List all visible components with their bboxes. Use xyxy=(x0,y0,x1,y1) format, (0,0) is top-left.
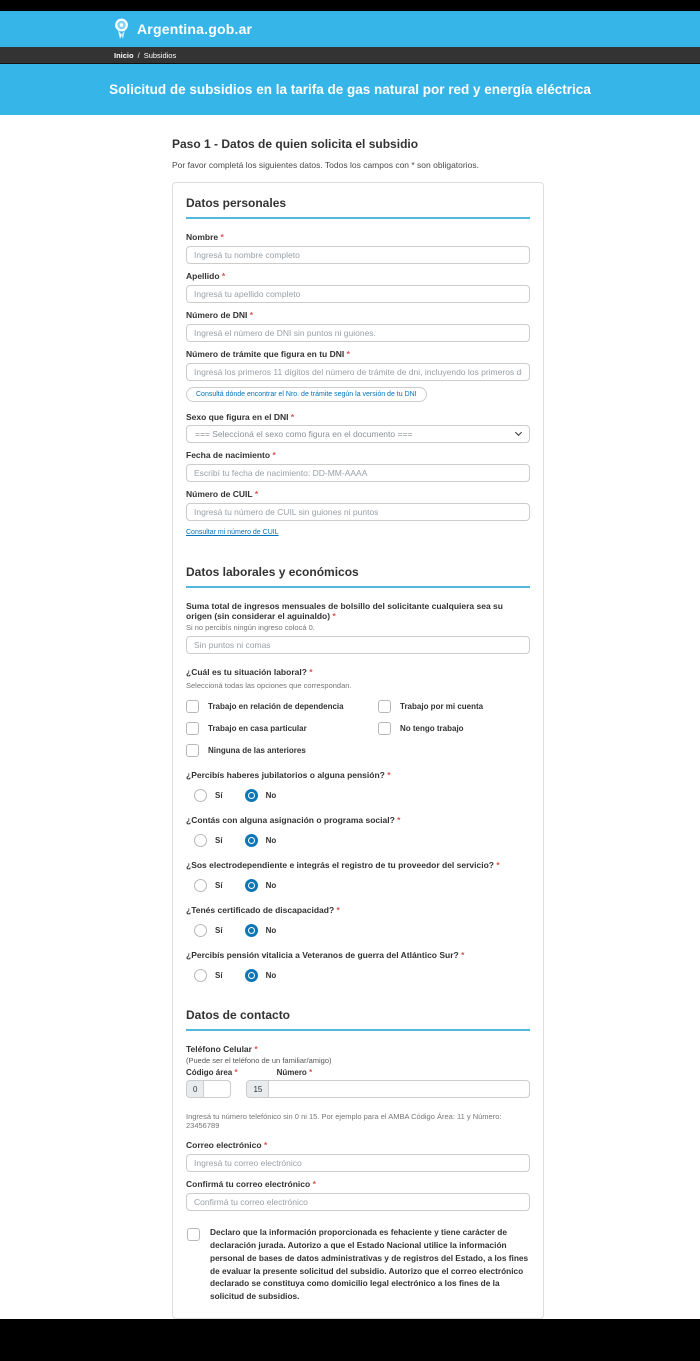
question-veteranos-label: ¿Percibís pensión vitalicia a Veteranos de guerra del Atlántico Sur? * xyxy=(186,950,465,960)
email-label: Correo electrónico * xyxy=(186,1140,268,1150)
radio-label-si: Sí xyxy=(215,836,223,845)
checkbox-label: Trabajo en relación de dependencia xyxy=(208,702,344,711)
nombre-input[interactable] xyxy=(186,246,530,264)
telefono-label: Teléfono Celular * xyxy=(186,1044,258,1054)
checkbox-casa-particular[interactable] xyxy=(186,722,199,735)
apellido-label: Apellido * xyxy=(186,271,226,281)
situacion-options xyxy=(186,700,530,757)
breadcrumb-current: Subsidios xyxy=(143,50,177,60)
radio-label-si: Sí xyxy=(215,791,223,800)
tramite-help-button[interactable]: Consultá dónde encontrar el Nro. de trámite según la versión de tu DNI xyxy=(186,387,427,402)
nacimiento-label: Fecha de nacimiento * xyxy=(186,450,276,460)
checkbox-item xyxy=(378,700,530,713)
area-input-group xyxy=(186,1080,231,1098)
radio-no-selected[interactable] xyxy=(245,924,258,937)
checkbox-item xyxy=(186,700,378,713)
question-discapacidad-label: ¿Tenés certificado de discapacidad? * xyxy=(186,905,340,915)
telefono-note: (Puede ser el teléfono de un familiar/amigo) xyxy=(186,1056,332,1065)
radio-si[interactable] xyxy=(194,969,207,982)
radio-label-si: Sí xyxy=(215,971,223,980)
sexo-select[interactable] xyxy=(186,425,530,443)
email-confirm-input[interactable] xyxy=(186,1193,530,1211)
field-email-confirm xyxy=(186,1179,530,1211)
dni-label: Número de DNI * xyxy=(186,310,254,320)
radio-label-si: Sí xyxy=(215,881,223,890)
numero-label: Número * xyxy=(276,1068,313,1077)
checkbox-label: Ninguna de las anteriores xyxy=(208,746,306,755)
question-asignacion-label: ¿Contás con alguna asignación o programa social? * xyxy=(186,815,401,825)
cuil-help-link[interactable]: Consultar mi número de CUIL xyxy=(186,529,279,536)
cuil-input[interactable] xyxy=(186,503,530,521)
site-header xyxy=(0,11,700,47)
phone-inputs xyxy=(186,1080,530,1098)
ingresos-input[interactable] xyxy=(186,636,530,654)
question-veteranos-radios xyxy=(194,969,530,982)
phone-column-labels xyxy=(186,1068,530,1077)
area-prefix: 0 xyxy=(186,1080,203,1098)
section-title-personales: Datos personales xyxy=(186,196,530,219)
breadcrumb-home-link[interactable]: Inicio xyxy=(114,50,134,60)
main-content xyxy=(0,115,700,1319)
radio-no-selected[interactable] xyxy=(245,789,258,802)
checkbox-dependencia[interactable] xyxy=(186,700,199,713)
declaration-checkbox[interactable] xyxy=(187,1228,200,1241)
sexo-select-value: === Seleccioná el sexo como figura en el documento === xyxy=(195,429,413,439)
chevron-down-icon xyxy=(515,429,522,436)
question-electrodependiente-radios xyxy=(194,879,530,892)
breadcrumb xyxy=(0,47,700,64)
checkbox-item xyxy=(186,722,378,735)
radio-no-selected[interactable] xyxy=(245,969,258,982)
form-card xyxy=(172,182,544,1319)
radio-label-no: No xyxy=(265,971,277,980)
bottom-black-strip xyxy=(0,1319,700,1361)
argentina-logo-icon xyxy=(114,18,129,40)
field-nombre xyxy=(186,232,530,264)
field-ingresos xyxy=(186,601,530,654)
field-apellido xyxy=(186,271,530,303)
question-jubilatorios-label: ¿Percibís haberes jubilatorios o alguna pensión? * xyxy=(186,770,391,780)
step-instructions: Por favor completá los siguientes datos. Todos los campos con * son obligatorios. xyxy=(172,160,479,170)
radio-si[interactable] xyxy=(194,924,207,937)
checkbox-item xyxy=(186,744,378,757)
phone-helper: Ingresá tu número telefónico sin 0 ni 15. Por ejemplo para el AMBA Código Área: 11 y Número: 23456789 xyxy=(186,1112,502,1130)
checkbox-item xyxy=(378,722,530,735)
radio-si[interactable] xyxy=(194,834,207,847)
question-electrodependiente-label: ¿Sos electrodependiente e integrás el registro de tu proveedor del servicio? * xyxy=(186,860,500,870)
brand-title[interactable]: Argentina.gob.ar xyxy=(137,21,253,37)
question-jubilatorios-radios xyxy=(194,789,530,802)
checkbox-por-mi-cuenta[interactable] xyxy=(378,700,391,713)
field-nacimiento xyxy=(186,450,530,482)
declaration-text: Declaro que la información proporcionada es fehaciente y tiene carácter de declaración jurada. Autorizo a que el Estado Nacional utilice la información personal de bases de datos administrativas y de registros del Estado, a los fines de evaluar la presente solicitud del subsidio. Autorizo que el correo electrónico declarado se constituya como domicilio legal electrónico a los fines de la solicitud de subsidios. xyxy=(210,1227,529,1302)
field-dni xyxy=(186,310,530,342)
radio-label-no: No xyxy=(265,926,277,935)
field-tramite xyxy=(186,349,530,381)
page-title-banner xyxy=(0,64,700,115)
radio-label-no: No xyxy=(265,836,277,845)
radio-no-selected[interactable] xyxy=(245,879,258,892)
nacimiento-input[interactable] xyxy=(186,464,530,482)
radio-si[interactable] xyxy=(194,879,207,892)
radio-label-no: No xyxy=(265,791,277,800)
tramite-label: Número de trámite que figura en tu DNI * xyxy=(186,349,350,359)
radio-no-selected[interactable] xyxy=(245,834,258,847)
radio-label-si: Sí xyxy=(215,926,223,935)
question-asignacion-radios xyxy=(194,834,530,847)
breadcrumb-separator: / xyxy=(137,50,140,60)
email-input[interactable] xyxy=(186,1154,530,1172)
email-confirm-label: Confirmá tu correo electrónico * xyxy=(186,1179,316,1189)
numero-input-group xyxy=(246,1080,530,1098)
sexo-label: Sexo que figura en el DNI * xyxy=(186,412,295,422)
declaration-row xyxy=(186,1226,530,1303)
section-title-laborales: Datos laborales y económicos xyxy=(186,565,530,588)
apellido-input[interactable] xyxy=(186,285,530,303)
checkbox-label: Trabajo por mi cuenta xyxy=(400,702,484,711)
nombre-label: Nombre * xyxy=(186,232,224,242)
radio-si[interactable] xyxy=(194,789,207,802)
ingresos-helper: Si no percibís ningún ingreso colocá 0. xyxy=(186,623,315,632)
checkbox-label: Trabajo en casa particular xyxy=(208,724,307,733)
dni-input[interactable] xyxy=(186,324,530,342)
cuil-label: Número de CUIL * xyxy=(186,489,259,499)
field-sexo xyxy=(186,412,530,443)
radio-label-no: No xyxy=(265,881,277,890)
ingresos-label: Suma total de ingresos mensuales de bolsillo del solicitante cualquiera sea su origen (sin considerar el aguinaldo) * xyxy=(186,601,503,621)
field-cuil xyxy=(186,489,530,521)
situacion-label: ¿Cuál es tu situación laboral? * xyxy=(186,667,313,677)
top-black-strip xyxy=(0,0,700,11)
checkbox-no-tengo-trabajo[interactable] xyxy=(378,722,391,735)
situacion-helper: Seleccioná todas las opciones que correspondan. xyxy=(186,681,352,690)
area-label: Código área * xyxy=(186,1068,238,1077)
field-email xyxy=(186,1140,530,1172)
numero-input[interactable] xyxy=(268,1080,530,1098)
question-discapacidad-radios xyxy=(194,924,530,937)
page-title: Solicitud de subsidios en la tarifa de gas natural por red y energía eléctrica xyxy=(109,82,591,97)
area-input[interactable] xyxy=(203,1080,231,1098)
step-title: Paso 1 - Datos de quien solicita el subsidio xyxy=(172,137,419,151)
checkbox-label: No tengo trabajo xyxy=(400,724,464,733)
tramite-input[interactable] xyxy=(186,363,530,381)
section-title-contacto: Datos de contacto xyxy=(186,1008,530,1031)
numero-prefix: 15 xyxy=(246,1080,268,1098)
checkbox-ninguna[interactable] xyxy=(186,744,199,757)
